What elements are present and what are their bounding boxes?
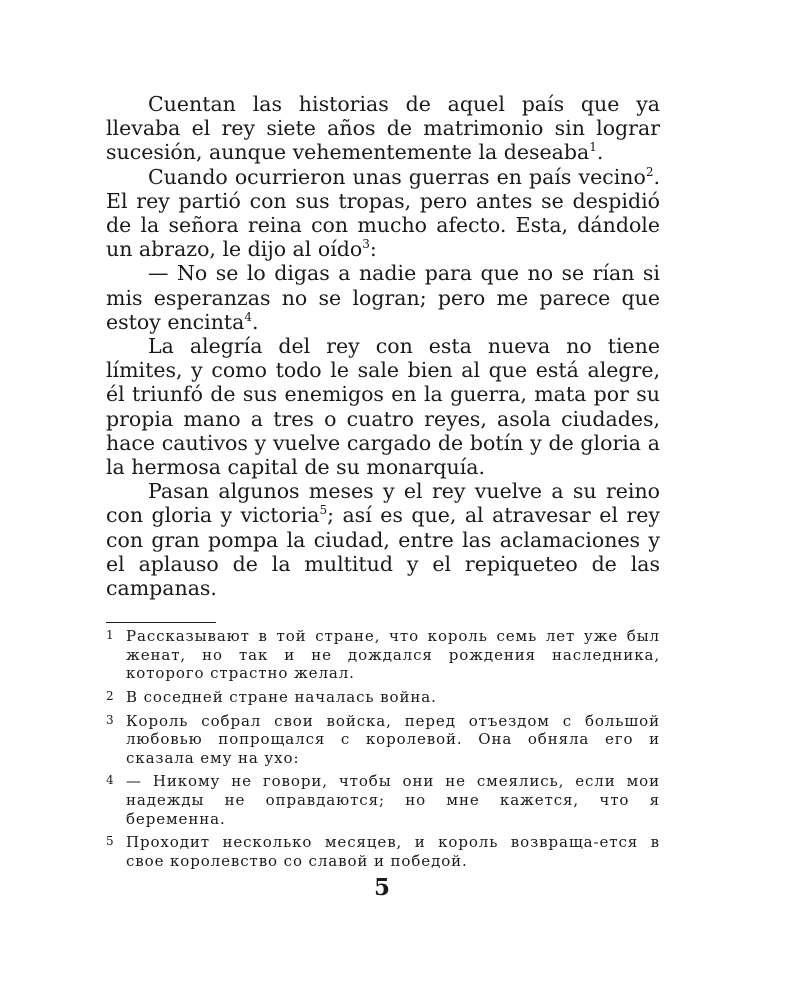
text-run: .: [252, 309, 259, 334]
footnote-separator: [106, 622, 216, 623]
footnote-text: — Никому не говори, чтобы они не смеялись, если мои надежды не оправдаются; но мне кажется, что я беременна.: [126, 772, 660, 828]
footnote-text: Рассказывают в той стране, что король семь лет уже был женат, но так и не дождался рождения наследника, которого страстно желал.: [126, 627, 660, 683]
footnote-text: Король собрал свои войска, перед отъездом с большой любовью попрощался с королевой. Она обняла его и сказала ему на ухо:: [126, 711, 660, 767]
page-content: [106, 92, 660, 875]
footnotes: [106, 627, 660, 870]
footnote-number: 4: [106, 773, 115, 788]
footnote: [106, 688, 660, 707]
footnote-ref: 3: [362, 237, 370, 252]
footnote: [106, 772, 660, 828]
footnote: [106, 833, 660, 870]
text-run: Pasan algunos meses y el rey vuelve a su reino con gloria y victoria: [106, 479, 660, 528]
footnote-number: 3: [106, 712, 115, 727]
text-run: La alegría del rey con esta nueva no tiene límites, y como todo le sale bien al que está alegre, él triunfó de sus enemigos en la guerra, mata por su propia mano a tres o cuatro reyes, asola ciudades, hace cautivos y vuelve cargado de botín y de gloria a la hermosa capital de su monarquía.: [106, 334, 660, 480]
footnote-text: В соседней стране началась война.: [126, 688, 437, 707]
text-run: ; así es que, al atravesar el rey con gran pompa la ciudad, entre las aclamaciones y el aplauso de la multitud y el repiqueteo de las campanas.: [106, 503, 660, 601]
text-run: . El rey partió con sus tropas, pero antes se despidió de la señora reina con mucho afecto. Esta, dándole un abrazo, le dijo al oído: [106, 164, 660, 262]
paragraph: [106, 165, 660, 262]
text-run: .: [596, 140, 604, 165]
footnote-ref: 4: [244, 310, 253, 324]
footnote-number: 5: [106, 834, 115, 849]
paragraph: [106, 334, 660, 479]
paragraph: [106, 92, 660, 165]
footnote: [106, 712, 660, 768]
page-number: 5: [373, 874, 390, 901]
footnote-ref: 2: [645, 164, 654, 179]
text-run: :: [369, 237, 377, 262]
footnote-ref: 5: [319, 503, 328, 518]
footnote-text: Проходит несколько месяцев, и король возвраща-ется в свое королевство со славой и победой.: [126, 833, 660, 870]
footnote-number: 2: [106, 689, 115, 704]
footnote: [106, 627, 660, 683]
text-run: Cuando ocurrieron unas guerras en país vecino: [148, 164, 646, 189]
main-text: [106, 92, 660, 600]
text-run: Cuentan las historias de aquel país que ya llevaba el rey siete años de matrimonio sin lograr sucesión, aunque vehementemente la deseaba: [106, 92, 660, 165]
text-run: — No se lo digas a nadie para que no se rían si mis esperanzas no se logran; pero me parece que estoy encinta: [106, 261, 660, 334]
footnote-number: 1: [106, 628, 115, 643]
paragraph: [106, 261, 660, 334]
footnote-ref: 1: [589, 140, 597, 155]
paragraph: [106, 479, 660, 600]
